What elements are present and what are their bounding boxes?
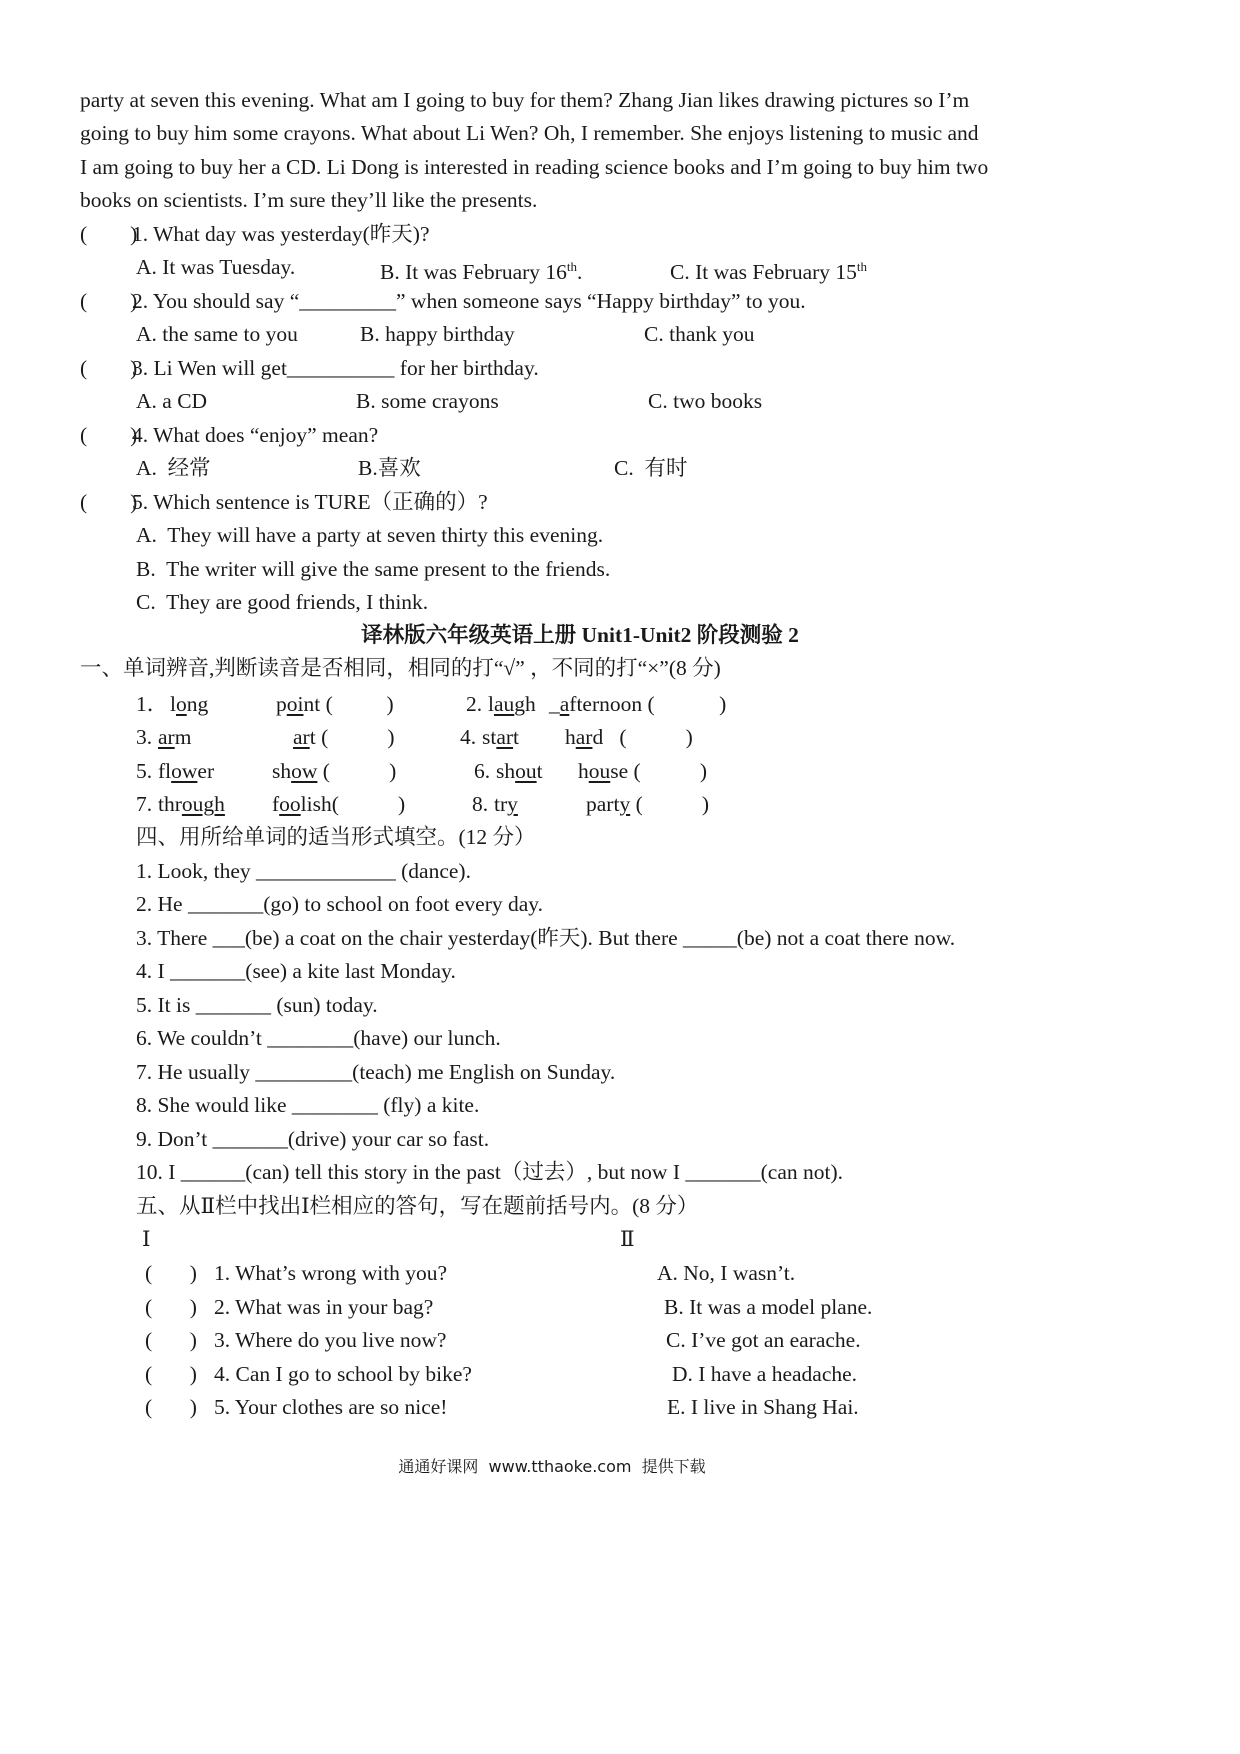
phonics-number: 4. [460,725,482,749]
match-question: 2. What was in your bag? [214,1295,434,1319]
column-header: Ⅰ [142,1227,151,1251]
option-c: C. They are good friends, I think. [136,590,429,614]
fill-in-item: 9. Don’t _______(drive) your car so fast. [136,1127,490,1151]
answer-bracket[interactable]: ( ) [321,725,395,749]
option-a: A. They will have a party at seven thirty this evening. [136,523,604,547]
phonics-word: show ( ) [272,759,397,783]
phonics-number: 8. [472,792,494,816]
phonics-word: point ( ) [276,692,394,716]
superscript: th [566,259,578,274]
page-footer: 通通好课网 www.tthaoke.com 提供下载 [398,1457,706,1476]
phonics-number: 5. [136,759,158,783]
section-heading: 五、从Ⅱ栏中找出Ⅰ栏相应的答句，写在题前括号内。(8 分） [136,1194,699,1218]
fill-in-item: 8. She would like ________ (fly) a kite. [136,1093,480,1117]
answer-bracket[interactable]: ( ) [80,356,138,380]
option-b: B. The writer will give the same present to the friends. [136,557,611,581]
phonics-word: shout [496,759,543,783]
passage-line: party at seven this evening. What am I going to buy for them? Zhang Jian likes drawing pictures so I’m [80,88,970,112]
option-a: A. It was Tuesday. [136,255,296,279]
passage-line: I am going to buy her a CD. Li Dong is interested in reading science books and I’m going to buy him two [80,155,989,179]
answer-bracket[interactable]: ( ) [145,1395,197,1419]
fill-in-item: 4. I _______(see) a kite last Monday. [136,959,456,983]
passage-line: going to buy him some crayons. What about Li Wen? Oh, I remember. She enjoys listening to music and [80,121,979,145]
phonics-word: foolish( ) [272,792,406,816]
match-question: 5. Your clothes are so nice! [214,1395,448,1419]
section-heading: 一、单词辨音,判断读音是否相同，相同的打“√” ，不同的打“×”(8 分) [80,656,721,680]
phonics-word: try [494,792,518,816]
answer-bracket[interactable]: ( ) [80,222,138,246]
answer-bracket[interactable]: ( ) [145,1328,197,1352]
passage-line: books on scientists. I’m sure they’ll like the presents. [80,188,538,212]
phonics-word: _afternoon ( ) [549,692,727,716]
answer-bracket[interactable]: ( ) [145,1261,197,1285]
answer-bracket[interactable]: ( ) [80,490,138,514]
phonics-word: flower [158,759,215,783]
phonics-word: house ( ) [578,759,707,783]
phonics-word: long [170,692,209,716]
option-a: A. 经常 [136,456,211,480]
match-answer: C. I’ve got an earache. [666,1328,861,1352]
phonics-number: 7. [136,792,158,816]
fill-in-item: 2. He _______(go) to school on foot every day. [136,892,544,916]
option-b: B. happy birthday [360,322,515,346]
phonics-word: party ( ) [586,792,710,816]
match-answer: D. I have a headache. [672,1362,858,1386]
answer-bracket[interactable]: ( ) [633,759,707,783]
match-question: 4. Can I go to school by bike? [214,1362,472,1386]
option-c: C. It was February 15th [670,259,868,285]
question-text: 3. Li Wen will get__________ for her birthday. [132,356,539,380]
option-b: B. some crayons [356,389,499,413]
match-answer: E. I live in Shang Hai. [667,1395,859,1419]
option-b: B.喜欢 [358,456,421,480]
question-text: 5. Which sentence is TURE（正确的）? [132,490,488,514]
phonics-number: 3. [136,725,158,749]
option-c: C. 有时 [614,456,688,480]
phonics-word: start [482,725,520,749]
phonics-word: through [158,792,225,816]
option-c: C. thank you [644,322,755,346]
phonics-number: 6. [474,759,496,783]
match-answer: B. It was a model plane. [664,1295,873,1319]
answer-bracket[interactable]: ( ) [80,423,138,447]
answer-bracket[interactable]: ( ) [145,1362,197,1386]
option-b: B. It was February 16th. [380,259,583,285]
fill-in-item: 3. There ___(be) a coat on the chair yesterday(昨天). But there _____(be) not a coat there now. [136,926,956,950]
fill-in-item: 6. We couldn’t ________(have) our lunch. [136,1026,501,1050]
page-title: 译林版六年级英语上册 Unit1-Unit2 阶段测验 2 [361,623,799,647]
section-heading: 四、用所给单词的适当形式填空。(12 分） [136,825,536,849]
answer-bracket[interactable]: ( ) [619,725,693,749]
phonics-word: hard ( ) [565,725,693,749]
answer-bracket[interactable]: ( ) [331,792,406,816]
answer-bracket[interactable]: ( ) [647,692,727,716]
phonics-word: laugh [488,692,536,716]
question-text: 4. What does “enjoy” mean? [132,423,379,447]
phonics-number: 1． [136,692,169,716]
match-question: 1. What’s wrong with you? [214,1261,448,1285]
phonics-number: 2. [466,692,488,716]
option-a: A. the same to you [136,322,298,346]
answer-bracket[interactable]: ( ) [322,759,397,783]
option-c: C. two books [648,389,763,413]
fill-in-item: 5. It is _______ (sun) today. [136,993,378,1017]
fill-in-item: 1. Look, they _____________ (dance). [136,859,471,883]
phonics-word: arm [158,725,192,749]
question-text: 2. You should say “_________” when someone says “Happy birthday” to you. [132,289,806,313]
fill-in-item: 10. I ______(can) tell this story in the past（过去）, but now I _______(can not). [136,1160,844,1184]
superscript: th [856,259,868,274]
answer-bracket[interactable]: ( ) [145,1295,197,1319]
fill-in-item: 7. He usually _________(teach) me English on Sunday. [136,1060,616,1084]
phonics-word: art ( ) [293,725,395,749]
match-question: 3. Where do you live now? [214,1328,447,1352]
answer-bracket[interactable]: ( ) [80,289,138,313]
answer-bracket[interactable]: ( ) [325,692,394,716]
question-text: 1. What day was yesterday(昨天)? [132,222,430,246]
column-header: Ⅱ [620,1227,635,1251]
match-answer: A. No, I wasn’t. [657,1261,796,1285]
answer-bracket[interactable]: ( ) [635,792,710,816]
option-a: A. a CD [136,389,208,413]
